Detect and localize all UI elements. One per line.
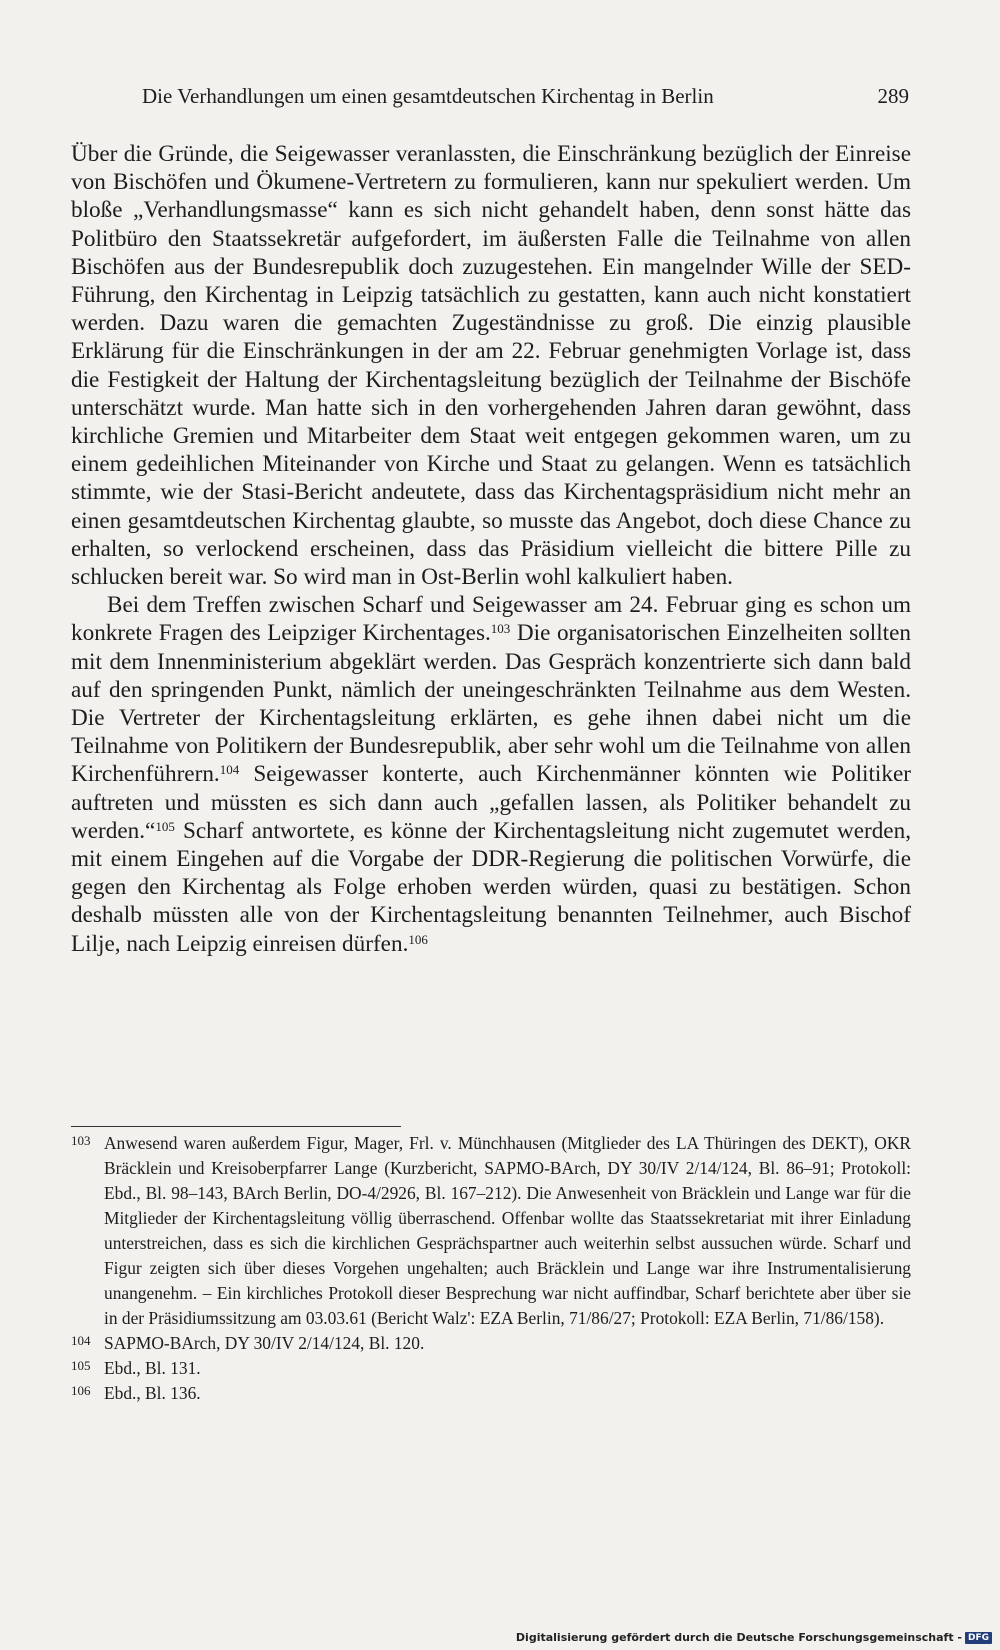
paragraph-1: Über die Gründe, die Seigewasser veranlassten, die Einschränkung bezüglich der Einreise von Bischöfen und Ökumene-Vertretern zu formulieren, kann nur spekuliert werden. Um bloße „Verhandlungsmasse“ kann es sich nicht gehandelt haben, denn sonst hätte das Politbüro den Staatssekretär aufgefordert, im äußersten Falle die Teilnahme von allen Bischöfen aus der Bundesrepublik doch zuzugestehen. Ein mangelnder Wille der SED-Führung, den Kirchentag in Leipzig tatsächlich zu gestatten, kann auch nicht konstatiert werden. Dazu waren die gemachten Zugeständnisse zu groß. Die einzig plausible Erklärung für die Einschränkungen in der am 22. Februar genehmigten Vorlage ist, dass die Festigkeit der Haltung der Kirchentagsleitung bezüglich der Teilnahme der Bischöfe unterschätzt wurde. Man hatte sich in den vorhergehenden Jahren daran gewöhnt, dass kirchliche Gremien und Mitarbeiter dem Staat weit entgegen gekommen waren, um zu einem gedeihlichen Miteinander von Kirche und Staat zu gelangen. Wenn es tatsächlich stimmte, wie der Stasi-Bericht andeutete, dass das Kirchentagspräsidium nicht mehr an einen gesamtdeutschen Kirchentag glaubte, so musste das Angebot, doch diese Chance zu erhalten, so verlockend erscheinen, dass das Präsidium vielleicht die bittere Pille zu schlucken bereit war. So wird man in Ost-Berlin wohl kalkuliert haben.	[71, 141, 911, 591]
footnote-text: Ebd., Bl. 131.	[104, 1358, 201, 1378]
footnotes	[71, 1131, 911, 1406]
footnote-105	[71, 1356, 911, 1381]
footnote-text: Ebd., Bl. 136.	[104, 1383, 201, 1403]
footnote-104	[71, 1331, 911, 1356]
footnote-ref-106[interactable]: 106	[408, 931, 428, 947]
footnote-text: SAPMO-BArch, DY 30/IV 2/14/124, Bl. 120.	[104, 1333, 425, 1353]
paragraph-2	[71, 591, 911, 958]
paragraph-2-seg-2: Die organisatorischen Einzelheiten sollten mit dem Innenministerium abgeklärt werden. Das Gespräch konzentrierte sich dann bald auf den springenden Punkt, nämlich der uneingeschränkten Teilnahme aus dem Westen. Die Vertreter der Kirchentagsleitung erklärten, es gehe ihnen dabei nicht um die Teilnahme von Politikern der Bundesrepublik, aber sehr wohl um die Teilnahme von allen Kirchenführern.	[71, 620, 911, 788]
footnote-number: 106	[71, 1383, 91, 1398]
running-title: Die Verhandlungen um einen gesamtdeutschen Kirchentag in Berlin	[142, 84, 714, 108]
footnote-number: 105	[71, 1358, 91, 1373]
page-number: 289	[877, 84, 909, 108]
footnote-106	[71, 1381, 911, 1406]
paragraph-2-seg-1: Bei dem Treffen zwischen Scharf und Seigewasser am 24. Februar ging es schon um konkrete Fragen des Leipziger Kirchentages.	[71, 592, 911, 647]
footnote-ref-105[interactable]: 105	[155, 818, 175, 834]
footnote-103	[71, 1131, 911, 1331]
running-header	[0, 84, 1000, 116]
footnote-number: 104	[71, 1333, 91, 1348]
dfg-logo: DFG	[965, 1632, 992, 1644]
footnote-number: 103	[71, 1133, 91, 1148]
footnote-ref-104[interactable]: 104	[219, 762, 240, 778]
digitization-footer	[516, 1631, 992, 1644]
footnote-text: Anwesend waren außerdem Figur, Mager, Frl. v. Münchhausen (Mitglieder des LA Thüringen des DEKT), OKR Bräcklein und Kreisoberpfarrer Lange (Kurzbericht, SAPMO-BArch, DY 30/IV 2/14/124, Bl. 86–91; Protokoll: Ebd., Bl. 98–143, BArch Berlin, DO-4/2926, Bl. 167–212). Die Anwesenheit von Bräcklein und Lange war für die Mitglieder der Kirchentagsleitung völlig überraschend. Offenbar wollte das Staatssekretariat mit ihrer Einladung unterstreichen, dass es sich die kirchlichen Gesprächspartner auch weiterhin selbst aussuchen würde. Scharf und Figur zeigten sich über dieses Vorgehen ungehalten; auch Bräcklein und Lange war ihre Instrumentalisierung unangenehm. – Ein kirchliches Protokoll dieser Besprechung war nicht auffindbar, Scharf berichtete aber über sie in der Präsidiumssitzung am 03.03.61 (Bericht Walz': EZA Berlin, 71/86/27; Protokoll: EZA Berlin, 71/86/158).	[104, 1133, 911, 1328]
paragraph-2-seg-3: Seigewasser konterte, auch Kirchenmänner könnten wie Politiker auftreten und müssten es sich dann auch „gefallen lassen, als Politiker behandelt zu werden.“	[71, 761, 911, 844]
footnote-divider	[71, 1126, 401, 1127]
main-text	[71, 140, 911, 958]
footnote-ref-103[interactable]: 103	[490, 621, 511, 637]
paragraph-2-seg-4: Scharf antwortete, es könne der Kirchentagsleitung nicht zugemutet werden, mit einem Eingehen auf die Vorgabe der DDR-Regierung die politischen Vorwürfe, die gegen den Kirchentag als Folge erhoben werden würden, quasi zu bestätigen. Schon deshalb müssten alle von der Kirchentagsleitung benannten Teilnehmer, auch Bischof Lilje, nach Leipzig einreisen dürfen.	[71, 817, 911, 957]
footer-text: Digitalisierung gefördert durch die Deutsche Forschungsgemeinschaft -	[515, 1631, 962, 1644]
